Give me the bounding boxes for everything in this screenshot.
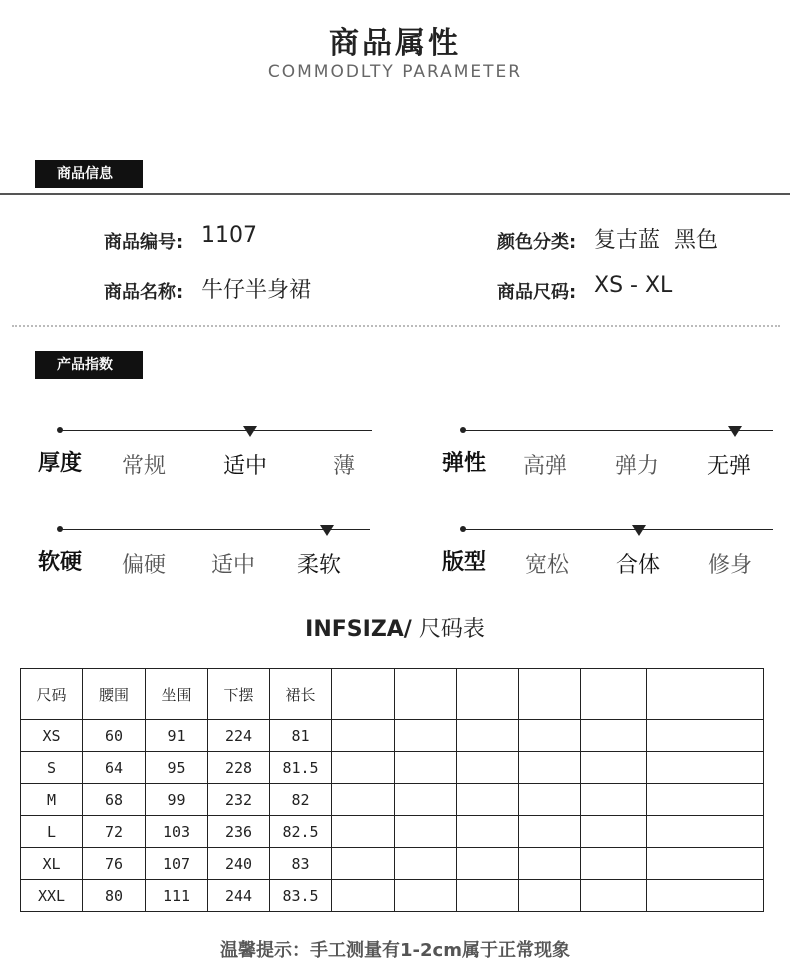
table-cell (457, 752, 519, 784)
header-cell: 腰围 (83, 669, 146, 720)
color-value: 复古蓝 黑色 (594, 228, 718, 253)
table-cell (332, 720, 395, 752)
table-cell (332, 816, 395, 848)
table-cell (395, 784, 457, 816)
index-name: 厚度 (38, 451, 83, 476)
table-cell (581, 784, 647, 816)
header-cell (332, 669, 395, 720)
index-option: 宽松 (525, 553, 570, 578)
table-cell (457, 848, 519, 880)
section-tag-index: 产品指数 (35, 351, 143, 379)
table-cell (581, 720, 647, 752)
header-cell (395, 669, 457, 720)
scale-marker (728, 426, 742, 437)
table-cell: 60 (83, 720, 146, 752)
index-option: 常规 (122, 454, 167, 479)
table-cell: L (21, 816, 83, 848)
table-cell: 91 (146, 720, 208, 752)
divider-dotted (12, 325, 780, 327)
table-cell: 83 (270, 848, 332, 880)
table-cell (647, 880, 764, 912)
table-cell (395, 720, 457, 752)
size-chart-brand: INFSIZA/ (305, 617, 412, 642)
table-cell: 68 (83, 784, 146, 816)
table-cell: S (21, 752, 83, 784)
table-cell: 244 (208, 880, 270, 912)
table-cell: 81.5 (270, 752, 332, 784)
scale-line (60, 430, 372, 431)
index-name: 版型 (442, 550, 487, 575)
table-cell (581, 752, 647, 784)
table-cell (332, 848, 395, 880)
table-cell (581, 880, 647, 912)
table-row (21, 784, 764, 816)
table-cell (457, 880, 519, 912)
table-cell (519, 720, 581, 752)
header-cell: 尺码 (21, 669, 83, 720)
index-option: 适中 (211, 553, 256, 578)
page-title: 商品属性 (329, 26, 461, 61)
size-table-header (21, 669, 764, 720)
table-cell (519, 848, 581, 880)
header-cell (581, 669, 647, 720)
table-cell: 95 (146, 752, 208, 784)
table-cell (647, 720, 764, 752)
table-cell (332, 752, 395, 784)
name-value: 牛仔半身裙 (201, 278, 312, 303)
table-cell (395, 752, 457, 784)
table-cell: XS (21, 720, 83, 752)
table-cell (519, 752, 581, 784)
code-label: 商品编号: (104, 232, 184, 253)
table-cell (332, 880, 395, 912)
table-row (21, 816, 764, 848)
table-cell (332, 784, 395, 816)
table-cell: 240 (208, 848, 270, 880)
table-cell (647, 848, 764, 880)
section-tag-info: 商品信息 (35, 160, 143, 188)
table-cell (395, 816, 457, 848)
table-cell (519, 880, 581, 912)
table-row (21, 880, 764, 912)
table-cell: 224 (208, 720, 270, 752)
header-cell (457, 669, 519, 720)
index-option-selected: 合体 (616, 553, 661, 578)
index-option-selected: 无弹 (707, 454, 752, 479)
index-option: 薄 (333, 454, 356, 479)
table-cell: 228 (208, 752, 270, 784)
table-cell: 64 (83, 752, 146, 784)
size-value: XS - XL (594, 273, 673, 298)
table-row (21, 720, 764, 752)
header-cell: 坐围 (146, 669, 208, 720)
index-option-selected: 适中 (223, 454, 268, 479)
header-cell (519, 669, 581, 720)
scale-marker (632, 525, 646, 536)
table-cell: 81 (270, 720, 332, 752)
name-label: 商品名称: (104, 282, 184, 303)
table-cell: 99 (146, 784, 208, 816)
table-cell: M (21, 784, 83, 816)
table-cell: 72 (83, 816, 146, 848)
scale-line (463, 430, 773, 431)
scale-marker (320, 525, 334, 536)
table-cell (519, 816, 581, 848)
table-cell (395, 880, 457, 912)
header-cell (647, 669, 764, 720)
table-cell (457, 816, 519, 848)
table-cell: 107 (146, 848, 208, 880)
scale-marker (243, 426, 257, 437)
header-cell: 裙长 (270, 669, 332, 720)
table-cell: 83.5 (270, 880, 332, 912)
table-cell: 80 (83, 880, 146, 912)
index-option: 修身 (708, 553, 753, 578)
code-value: 1107 (201, 223, 257, 248)
index-name: 软硬 (38, 550, 83, 575)
index-option: 高弹 (523, 454, 568, 479)
table-row (21, 848, 764, 880)
index-option-selected: 柔软 (297, 553, 342, 578)
size-chart-title (0, 612, 790, 643)
table-cell (457, 784, 519, 816)
size-table (20, 668, 764, 912)
table-cell: 236 (208, 816, 270, 848)
table-cell: 82 (270, 784, 332, 816)
table-cell: 82.5 (270, 816, 332, 848)
table-cell: 232 (208, 784, 270, 816)
size-chart-title-cn: 尺码表 (411, 617, 485, 642)
index-option: 偏硬 (122, 553, 167, 578)
header-cell: 下摆 (208, 669, 270, 720)
table-cell (647, 752, 764, 784)
color-label: 颜色分类: (497, 232, 577, 253)
index-name: 弹性 (442, 451, 487, 476)
table-cell (581, 816, 647, 848)
table-cell: 103 (146, 816, 208, 848)
table-cell (581, 848, 647, 880)
index-option: 弹力 (615, 454, 660, 479)
table-cell (647, 784, 764, 816)
divider-solid (0, 193, 790, 195)
footer-note: 温馨提示：手工测量有1-2cm属于正常现象 (220, 940, 570, 961)
table-row (21, 752, 764, 784)
table-cell: XL (21, 848, 83, 880)
table-cell (395, 848, 457, 880)
size-label: 商品尺码: (497, 282, 577, 303)
table-cell: XXL (21, 880, 83, 912)
table-cell: 111 (146, 880, 208, 912)
table-cell (647, 816, 764, 848)
table-cell (519, 784, 581, 816)
table-cell: 76 (83, 848, 146, 880)
scale-line (463, 529, 773, 530)
page-subtitle: COMMODLTY PARAMETER (267, 62, 523, 82)
table-cell (457, 720, 519, 752)
